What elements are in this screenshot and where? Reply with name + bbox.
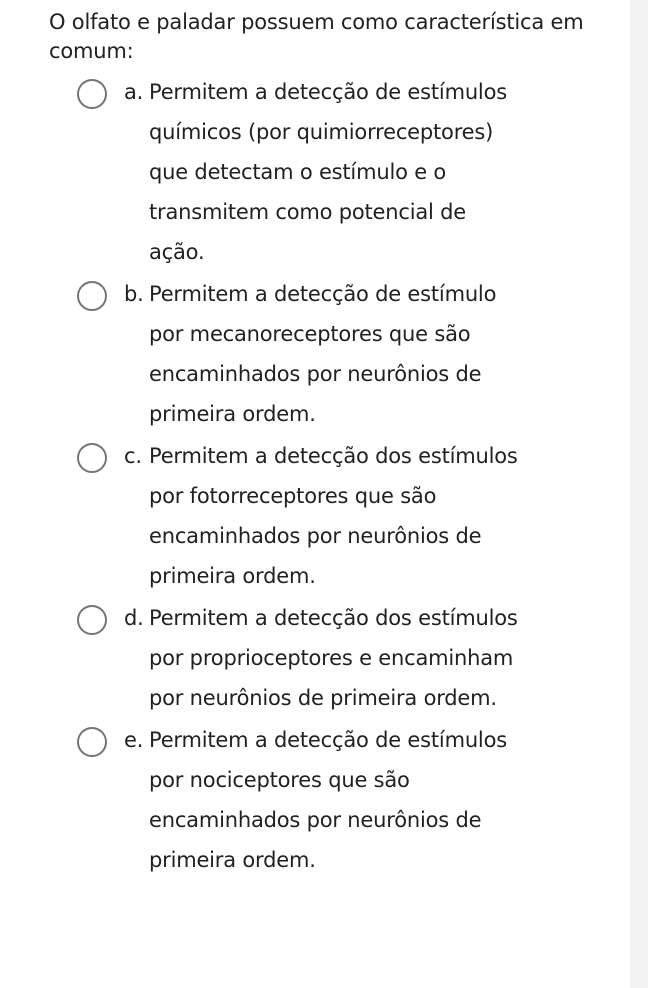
option-a[interactable] [0,72,521,272]
question-text: O olfato e paladar possuem como característica em comum: [49,10,584,63]
option-text: Permitem a detecção de estímulos por nociceptores que são encaminhados por neurônios de primeira ordem. [149,728,507,872]
option-letter: b. [124,282,144,306]
radio-button-c[interactable] [77,443,107,473]
option-c[interactable] [0,436,521,596]
option-text: Permitem a detecção de estímulo por mecanoreceptores que são encaminhados por neurônios de primeira ordem. [149,282,497,426]
option-letter: a. [124,80,144,104]
option-letter: d. [124,606,144,630]
answer-options [0,72,630,882]
option-text: Permitem a detecção dos estímulos por fotorreceptores que são encaminhados por neurônios de primeira ordem. [149,444,518,588]
scrollbar-track[interactable] [630,0,648,988]
option-b[interactable] [0,274,521,434]
option-letter: c. [124,444,142,468]
option-e[interactable] [0,720,521,880]
radio-button-e[interactable] [77,727,107,757]
option-d[interactable] [0,598,521,718]
radio-button-d[interactable] [77,605,107,635]
radio-button-b[interactable] [77,281,107,311]
radio-button-a[interactable] [77,79,107,109]
option-text: Permitem a detecção de estímulos químicos (por quimiorreceptores) que detectam o estímulo e o transmitem como potencial de ação. [149,80,507,264]
option-letter: e. [124,728,144,752]
option-text: Permitem a detecção dos estímulos por proprioceptores e encaminham por neurônios de primeira ordem. [149,606,518,710]
